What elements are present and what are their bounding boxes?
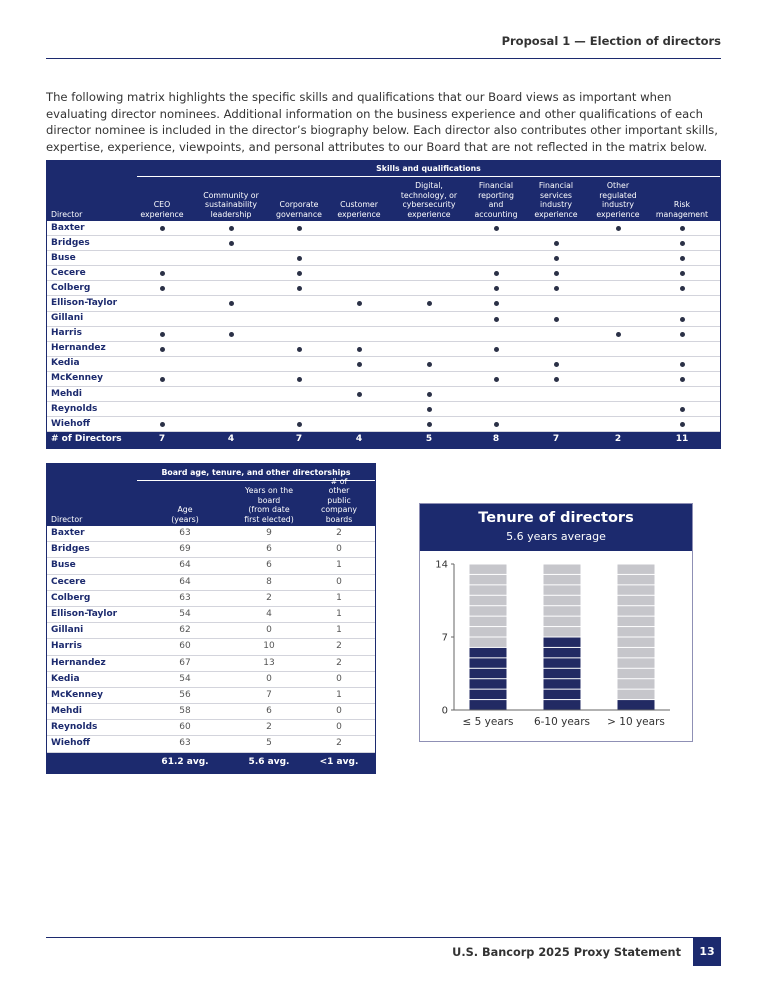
bar-segment-empty: [470, 575, 507, 584]
bar-segment-empty: [618, 638, 655, 647]
skill-dot-icon: [494, 377, 499, 382]
skill-dot-icon: [680, 332, 685, 337]
table-cell: 2: [336, 738, 342, 749]
director-name: Harris: [51, 641, 82, 652]
bar-segment-filled: [544, 669, 581, 678]
table-cell: 63: [179, 592, 191, 603]
bar-segment-filled: [544, 648, 581, 657]
director-name: McKenney: [51, 373, 103, 384]
bar-segment-empty: [470, 617, 507, 626]
skill-dot-icon: [160, 377, 165, 382]
table-row: [47, 236, 720, 251]
table-cell: 10: [263, 641, 275, 652]
average-value: <1 avg.: [319, 756, 359, 767]
skill-dot-icon: [297, 347, 302, 352]
skill-dot-icon: [680, 241, 685, 246]
table-row: [47, 417, 720, 432]
director-name: Colberg: [51, 282, 91, 293]
skill-column-header: Financial services industry experience: [534, 181, 578, 219]
table-row: [47, 251, 720, 266]
bar-segment-empty: [618, 617, 655, 626]
table-cell: 67: [179, 657, 191, 668]
skills-matrix-total-row: [47, 432, 720, 448]
bar-segment-empty: [618, 648, 655, 657]
skill-dot-icon: [494, 347, 499, 352]
bar-segment-filled: [470, 679, 507, 688]
director-name: Bridges: [51, 544, 90, 555]
bar-segment-empty: [544, 627, 581, 636]
skill-dot-icon: [357, 347, 362, 352]
group-divider: [137, 176, 720, 177]
bar-segment-empty: [618, 575, 655, 584]
age-column-header: Age (years): [171, 505, 199, 524]
director-name: Gillani: [51, 313, 84, 324]
table-cell: 62: [179, 625, 191, 636]
skill-dot-icon: [554, 256, 559, 261]
director-name: Wiehoff: [51, 418, 90, 429]
skill-dot-icon: [494, 301, 499, 306]
director-name: Reynolds: [51, 722, 98, 733]
x-category-label: ≤ 5 years: [462, 716, 514, 728]
table-row: [47, 736, 375, 752]
table-row: [47, 688, 375, 704]
director-count: 8: [492, 434, 500, 445]
skill-dot-icon: [494, 286, 499, 291]
director-name: Bridges: [51, 237, 90, 248]
table-row: [47, 372, 720, 387]
skill-dot-icon: [427, 392, 432, 397]
table-cell: 60: [179, 722, 191, 733]
skill-dot-icon: [297, 286, 302, 291]
table-cell: 64: [179, 560, 191, 571]
table-cell: 5: [266, 738, 272, 749]
director-name: Wiehoff: [51, 738, 90, 749]
table-row: [47, 672, 375, 688]
skill-dot-icon: [494, 422, 499, 427]
bar-segment-empty: [618, 627, 655, 636]
header-divider: [46, 58, 721, 59]
skill-dot-icon: [680, 286, 685, 291]
director-name: Kedia: [51, 358, 80, 369]
total-label: # of Directors: [51, 434, 122, 445]
skill-dot-icon: [680, 256, 685, 261]
skill-column-header: Corporate governance: [276, 200, 322, 219]
bar-segment-empty: [618, 565, 655, 574]
bar-segment-empty: [618, 658, 655, 667]
table-cell: 1: [336, 689, 342, 700]
table-row: [47, 387, 720, 402]
bar-segment-filled: [544, 638, 581, 647]
chart-title-band: [420, 504, 692, 551]
director-name: Baxter: [51, 222, 85, 233]
bar-segment-empty: [618, 679, 655, 688]
director-name: Mehdi: [51, 388, 82, 399]
table-cell: 0: [336, 673, 342, 684]
skill-dot-icon: [554, 286, 559, 291]
skill-dot-icon: [680, 317, 685, 322]
bar-segment-filled: [470, 690, 507, 699]
table-cell: 0: [266, 625, 272, 636]
x-category-label: > 10 years: [607, 716, 665, 728]
table-cell: 64: [179, 576, 191, 587]
skill-dot-icon: [427, 407, 432, 412]
bar-segment-empty: [544, 596, 581, 605]
bar-segment-empty: [618, 606, 655, 615]
bar-segment-empty: [470, 606, 507, 615]
table-cell: 56: [179, 689, 191, 700]
bar-segment-empty: [544, 565, 581, 574]
bar-segment-empty: [618, 585, 655, 594]
table-row: [47, 704, 375, 720]
director-name: Reynolds: [51, 403, 98, 414]
table-cell: 4: [266, 608, 272, 619]
bar-segment-filled: [470, 700, 507, 709]
skill-dot-icon: [554, 271, 559, 276]
y-tick-label: 0: [441, 705, 448, 717]
table-cell: 63: [179, 528, 191, 538]
director-count: 5: [425, 434, 433, 445]
table-row: [47, 639, 375, 655]
table-cell: 6: [266, 706, 272, 717]
director-column-header: Director: [51, 514, 83, 524]
director-count: 4: [355, 434, 363, 445]
skill-dot-icon: [616, 332, 621, 337]
table-row: [47, 542, 375, 558]
director-name: Cecere: [51, 267, 86, 278]
skill-dot-icon: [357, 301, 362, 306]
skill-dot-icon: [554, 317, 559, 322]
skill-dot-icon: [494, 226, 499, 231]
bar-segment-empty: [618, 669, 655, 678]
y-tick-label: 14: [435, 559, 448, 571]
skill-dot-icon: [427, 422, 432, 427]
director-name: Ellison-Taylor: [51, 297, 118, 308]
age-table-body: [47, 526, 375, 753]
skill-dot-icon: [297, 271, 302, 276]
skill-dot-icon: [297, 422, 302, 427]
chart-plot: [420, 551, 692, 741]
table-cell: 6: [266, 544, 272, 555]
table-row: [47, 623, 375, 639]
skill-dot-icon: [297, 256, 302, 261]
table-cell: 2: [266, 592, 272, 603]
table-cell: 8: [266, 576, 272, 587]
bar-segment-filled: [544, 700, 581, 709]
skill-dot-icon: [357, 362, 362, 367]
tenure-chart: [419, 503, 693, 742]
table-row: [47, 402, 720, 417]
skill-dot-icon: [494, 271, 499, 276]
skill-dot-icon: [680, 271, 685, 276]
skill-dot-icon: [494, 317, 499, 322]
table-row: [47, 312, 720, 327]
skill-dot-icon: [427, 362, 432, 367]
director-name: Buse: [51, 252, 76, 263]
skill-column-header: Customer experience: [337, 200, 381, 219]
table-cell: 69: [179, 544, 191, 555]
table-row: [47, 281, 720, 296]
table-cell: 1: [336, 608, 342, 619]
director-count: 7: [158, 434, 166, 445]
table-cell: 2: [336, 641, 342, 652]
table-row: [47, 266, 720, 281]
chart-subtitle: 5.6 years average: [506, 530, 606, 543]
skill-dot-icon: [680, 226, 685, 231]
skill-column-header: Digital, technology, or cybersecurity experience: [400, 181, 458, 219]
director-count: 2: [614, 434, 622, 445]
table-cell: 2: [266, 722, 272, 733]
skill-dot-icon: [554, 362, 559, 367]
intro-paragraph: The following matrix highlights the specific skills and qualifications that our Board views as important when evaluating director nominees. Additional information on the business experience and other qualifications of each director nominee is included in the director’s biography below. Each director also contributes other important skills, expertise, experience, viewpoints, and personal attributes to our Board that are not reflected in the matrix below.: [46, 90, 718, 154]
bar-segment-filled: [544, 658, 581, 667]
skill-dot-icon: [160, 271, 165, 276]
table-cell: 1: [336, 560, 342, 571]
skill-dot-icon: [680, 362, 685, 367]
table-cell: 0: [336, 576, 342, 587]
table-cell: 60: [179, 641, 191, 652]
skill-column-header: Other regulated industry experience: [596, 181, 640, 219]
table-cell: 13: [263, 657, 275, 668]
director-name: Kedia: [51, 673, 80, 684]
skills-matrix-table: [46, 160, 721, 449]
table-cell: 54: [179, 608, 191, 619]
skill-dot-icon: [229, 241, 234, 246]
table-cell: 2: [336, 657, 342, 668]
skill-dot-icon: [680, 407, 685, 412]
bar-segment-empty: [618, 690, 655, 699]
director-count: 7: [295, 434, 303, 445]
page-number: 13: [693, 938, 721, 966]
skill-dot-icon: [616, 226, 621, 231]
table-row: [47, 357, 720, 372]
table-row: [47, 656, 375, 672]
bar-segment-empty: [618, 596, 655, 605]
table-row: [47, 327, 720, 342]
age-group-title: Board age, tenure, and other directorships: [161, 468, 351, 477]
director-name: Hernandez: [51, 343, 106, 354]
director-name: Baxter: [51, 528, 85, 538]
table-row: [47, 526, 375, 542]
table-row: [47, 720, 375, 736]
bar-segment-filled: [544, 679, 581, 688]
table-row: [47, 342, 720, 357]
table-row: [47, 575, 375, 591]
table-row: [47, 221, 720, 236]
average-value: 5.6 avg.: [248, 756, 290, 767]
chart-title: Tenure of directors: [478, 510, 634, 526]
director-count: 11: [675, 434, 689, 445]
director-name: Hernandez: [51, 657, 106, 668]
skill-column-header: CEO experience: [140, 200, 184, 219]
skill-dot-icon: [680, 377, 685, 382]
skills-matrix-body: [47, 221, 720, 432]
table-row: [47, 296, 720, 311]
skill-column-header: Community or sustainability leadership: [203, 190, 259, 219]
table-row: [47, 558, 375, 574]
director-name: McKenney: [51, 689, 103, 700]
table-cell: 7: [266, 689, 272, 700]
bar-segment-filled: [470, 658, 507, 667]
x-category-label: 6-10 years: [533, 716, 591, 728]
skill-column-header: Risk management: [655, 200, 709, 219]
document-title: U.S. Bancorp 2025 Proxy Statement: [452, 946, 681, 959]
director-name: Colberg: [51, 592, 91, 603]
skill-dot-icon: [554, 241, 559, 246]
bar-segment-empty: [470, 585, 507, 594]
table-cell: 6: [266, 560, 272, 571]
bar-segment-empty: [544, 606, 581, 615]
director-count: 7: [552, 434, 560, 445]
section-title: Proposal 1 — Election of directors: [501, 34, 721, 48]
table-cell: 0: [336, 722, 342, 733]
bar-segment-empty: [470, 565, 507, 574]
age-table-header: [47, 464, 375, 526]
table-cell: 0: [266, 673, 272, 684]
table-cell: 1: [336, 592, 342, 603]
skill-dot-icon: [229, 332, 234, 337]
y-tick-label: 7: [441, 632, 448, 644]
skill-dot-icon: [554, 377, 559, 382]
bar-segment-empty: [470, 596, 507, 605]
skill-dot-icon: [160, 347, 165, 352]
skill-dot-icon: [297, 377, 302, 382]
skill-dot-icon: [229, 226, 234, 231]
director-name: Ellison-Taylor: [51, 608, 118, 619]
age-tenure-table: [46, 463, 376, 774]
director-name: Gillani: [51, 625, 84, 636]
table-cell: 9: [266, 528, 272, 538]
director-name: Harris: [51, 328, 82, 339]
skill-dot-icon: [160, 226, 165, 231]
bar-segment-empty: [544, 585, 581, 594]
skill-dot-icon: [357, 392, 362, 397]
bar-segment-filled: [470, 648, 507, 657]
table-cell: 1: [336, 625, 342, 636]
table-cell: 0: [336, 544, 342, 555]
bar-segment-empty: [470, 638, 507, 647]
skill-dot-icon: [427, 301, 432, 306]
skill-dot-icon: [229, 301, 234, 306]
skill-dot-icon: [160, 332, 165, 337]
bar-segment-filled: [618, 700, 655, 709]
table-cell: 0: [336, 706, 342, 717]
bar-segment-empty: [470, 627, 507, 636]
footer-divider: [46, 937, 721, 938]
director-name: Mehdi: [51, 706, 82, 717]
bar-segment-filled: [544, 690, 581, 699]
bar-segment-empty: [544, 575, 581, 584]
director-name: Buse: [51, 560, 76, 571]
age-column-header: # of other public company boards: [321, 476, 357, 524]
table-row: [47, 591, 375, 607]
director-name: Cecere: [51, 576, 86, 587]
skill-column-header: Financial reporting and accounting: [474, 181, 518, 219]
average-value: 61.2 avg.: [161, 756, 209, 767]
table-row: [47, 607, 375, 623]
table-cell: 63: [179, 738, 191, 749]
age-column-header: Years on the board (from date first elected): [244, 486, 294, 524]
table-cell: 2: [336, 528, 342, 538]
bar-segment-empty: [544, 617, 581, 626]
skill-dot-icon: [160, 286, 165, 291]
skill-dot-icon: [160, 422, 165, 427]
bar-segment-filled: [470, 669, 507, 678]
table-cell: 58: [179, 706, 191, 717]
skills-matrix-header: [47, 161, 720, 221]
skill-dot-icon: [680, 422, 685, 427]
skills-group-title: Skills and qualifications: [376, 164, 481, 173]
director-column-header: Director: [51, 209, 83, 219]
age-table-total-row: [47, 753, 375, 773]
director-count: 4: [227, 434, 235, 445]
table-cell: 54: [179, 673, 191, 684]
skill-dot-icon: [297, 226, 302, 231]
